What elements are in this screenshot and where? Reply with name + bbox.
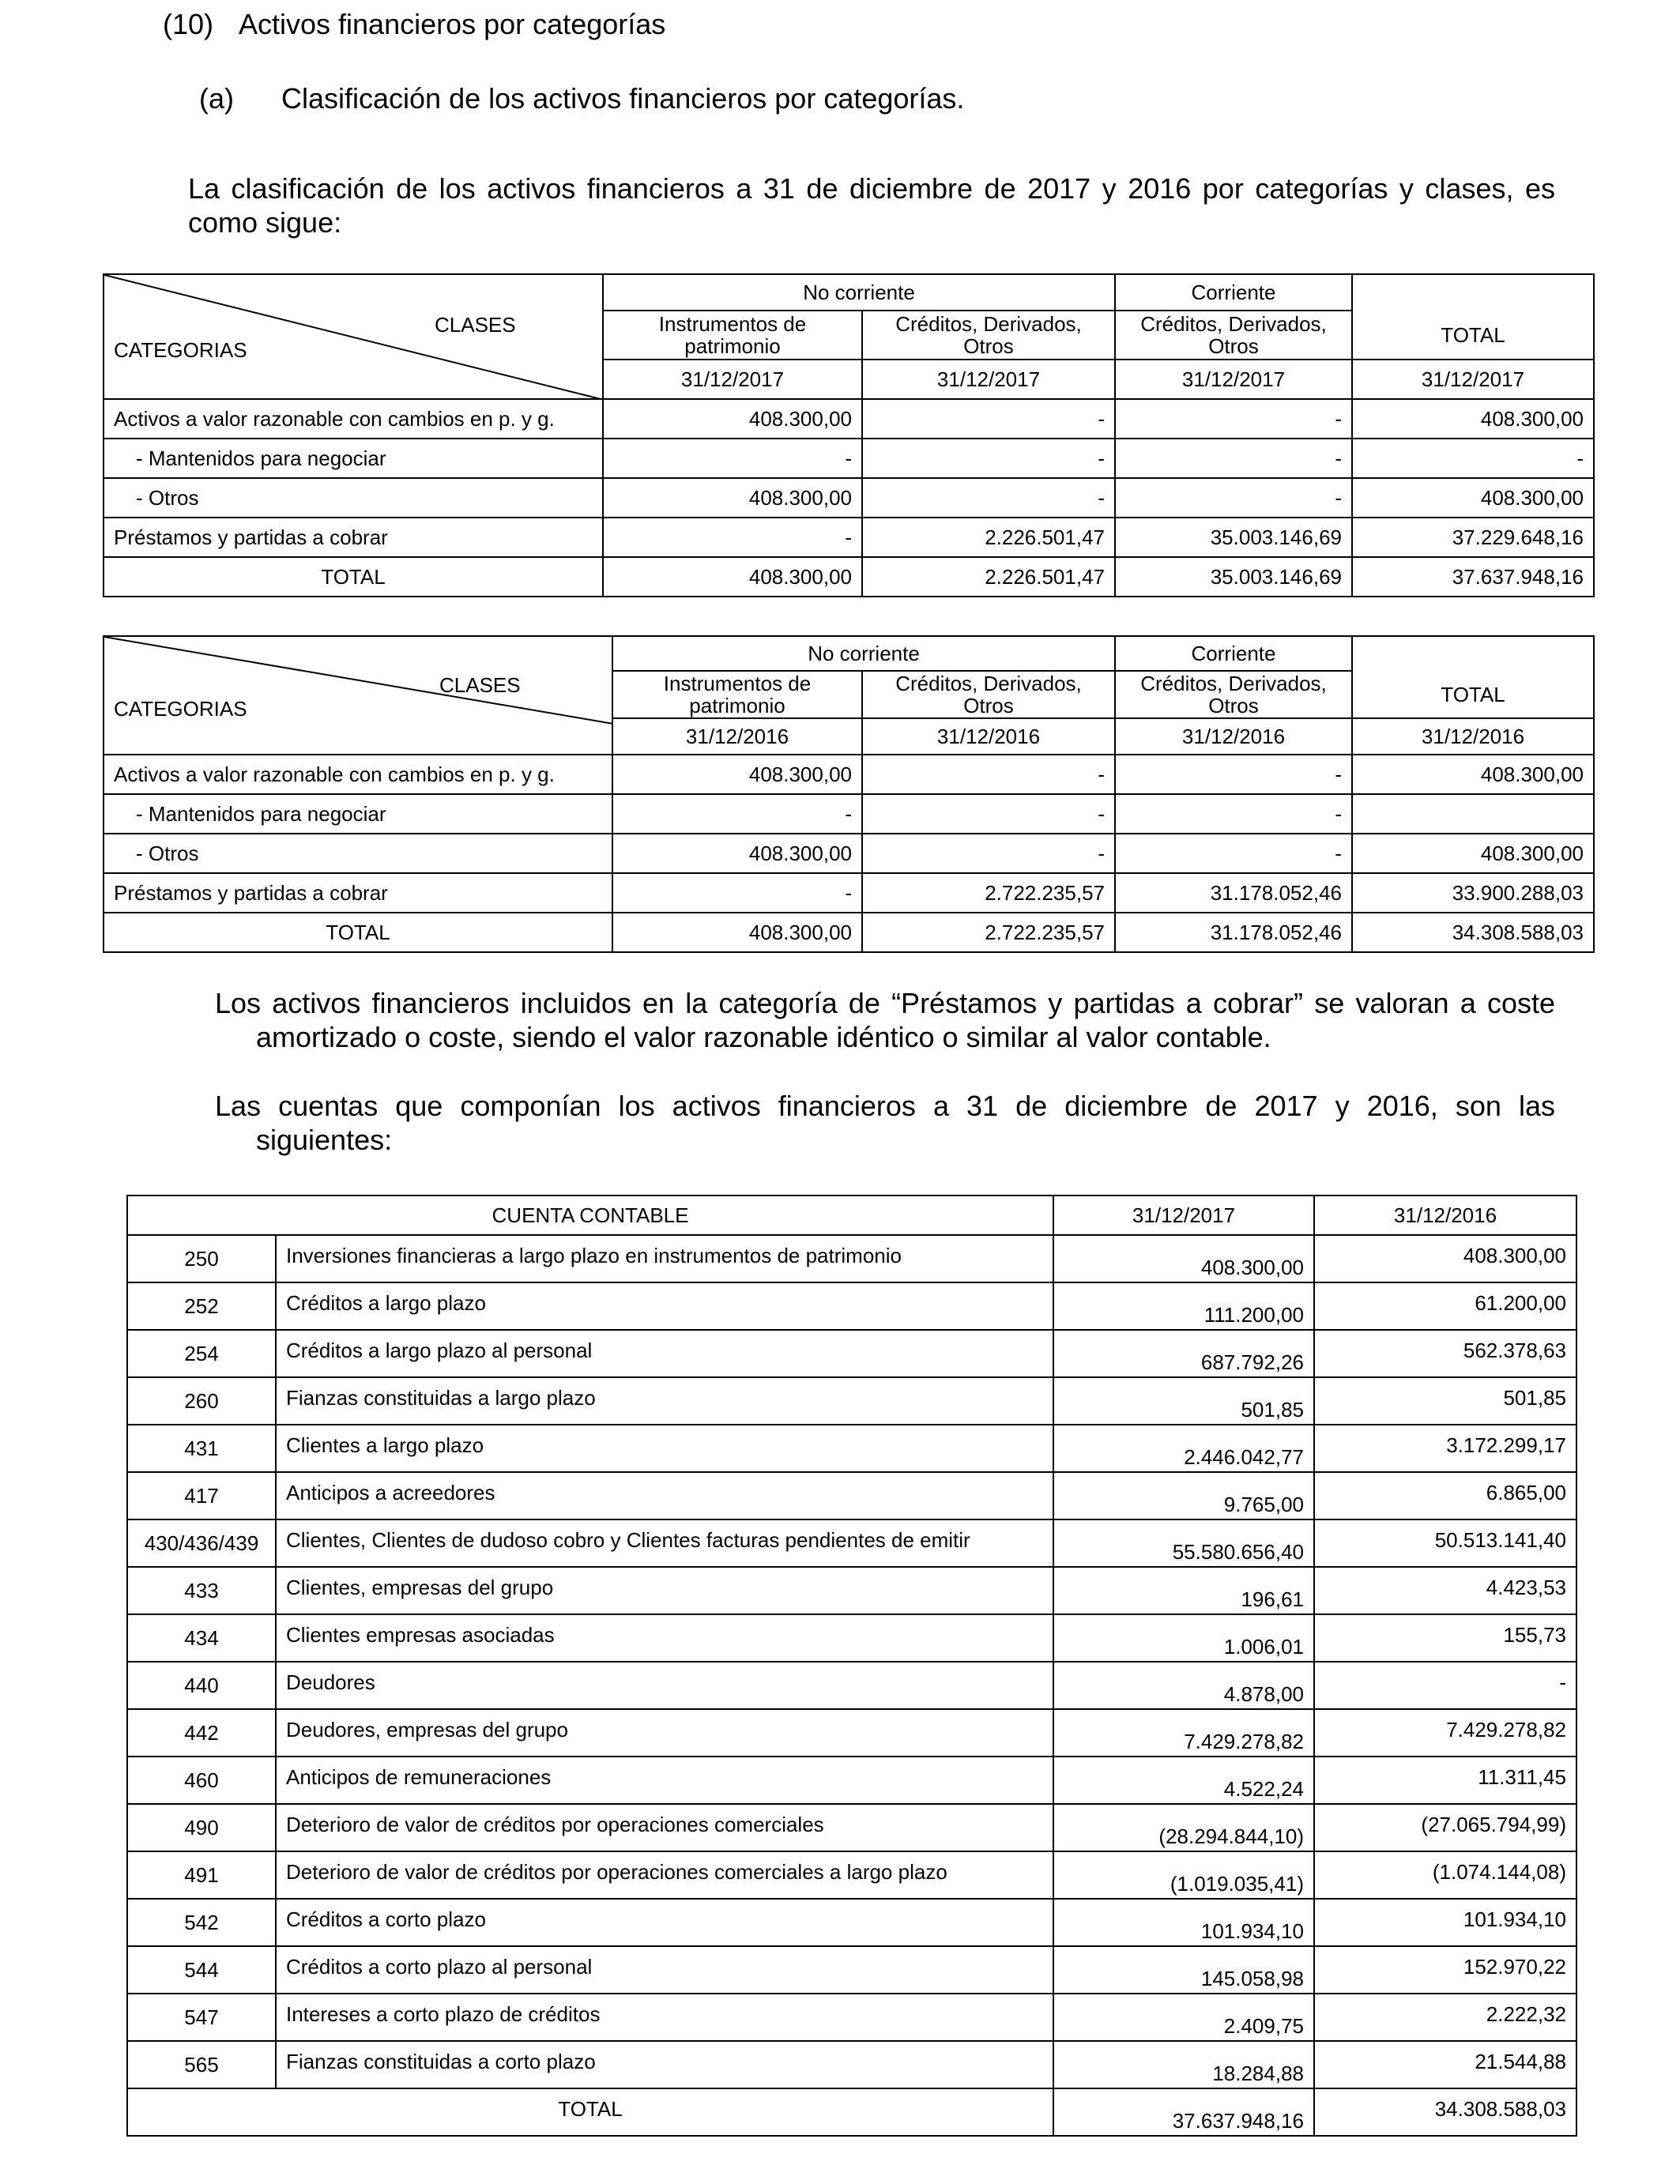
row-label: Préstamos y partidas a cobrar [104, 518, 603, 557]
cell-value: 408.300,00 [603, 399, 862, 439]
account-code: 417 [127, 1472, 276, 1519]
value-2016: 21.544,88 [1314, 2041, 1576, 2088]
row-label: - Mantenidos para negociar [104, 794, 612, 834]
cell-value: 31.178.052,46 [1115, 913, 1352, 952]
value-2017: 196,61 [1053, 1567, 1314, 1614]
table-row [127, 1709, 1576, 1757]
cell-value: - [862, 755, 1115, 794]
cell-value: - [1115, 478, 1352, 518]
value-2017: 7.429.278,82 [1053, 1709, 1314, 1757]
account-code: 440 [127, 1662, 276, 1709]
table-row [104, 834, 1594, 873]
value-2017: 4.878,00 [1053, 1662, 1314, 1709]
value-2016: 562.378,63 [1314, 1330, 1576, 1377]
cell-value: - [862, 399, 1115, 439]
table-row [127, 1519, 1576, 1567]
account-code: 565 [127, 2041, 276, 2088]
value-2017: 1.006,01 [1053, 1614, 1314, 1662]
section-title: Activos financieros por categorías [239, 8, 666, 40]
value-2016: (1.074.144,08) [1314, 1851, 1576, 1899]
section-heading [163, 8, 665, 41]
account-code: 491 [127, 1851, 276, 1899]
table-row [104, 794, 1594, 834]
account-description: Créditos a corto plazo [276, 1899, 1053, 1946]
total-2016: 34.308.588,03 [1314, 2088, 1576, 2136]
account-description: Clientes, empresas del grupo [276, 1567, 1053, 1614]
col-creditos-no-corriente: Créditos, Derivados, Otros [862, 311, 1115, 360]
table-row [127, 1472, 1576, 1519]
categories-table-2017 [103, 273, 1595, 597]
account-code: 434 [127, 1614, 276, 1662]
cell-value: - [603, 439, 862, 478]
table-row [127, 1994, 1576, 2041]
group-empty [1352, 274, 1594, 311]
account-description: Créditos a largo plazo al personal [276, 1330, 1053, 1377]
account-code: 490 [127, 1804, 276, 1851]
col-total: TOTAL [1352, 311, 1594, 360]
value-2016: (27.065.794,99) [1314, 1804, 1576, 1851]
cell-value: 408.300,00 [1352, 834, 1594, 873]
cell-value: 33.900.288,03 [1352, 873, 1594, 913]
cell-value: 35.003.146,69 [1115, 518, 1352, 557]
row-label: TOTAL [104, 913, 612, 952]
cell-value: 2.722.235,57 [862, 873, 1115, 913]
table-row [127, 1662, 1576, 1709]
cell-value: 408.300,00 [1352, 478, 1594, 518]
col-creditos-no-corriente: Créditos, Derivados, Otros [862, 671, 1115, 718]
account-code: 460 [127, 1757, 276, 1804]
account-code: 250 [127, 1235, 276, 1282]
value-2017: 2.409,75 [1053, 1994, 1314, 2041]
cell-value: 408.300,00 [1352, 399, 1594, 439]
total-label: TOTAL [127, 2088, 1053, 2136]
value-2016: 155,73 [1314, 1614, 1576, 1662]
cell-value: 31.178.052,46 [1115, 873, 1352, 913]
group-no-corriente: No corriente [612, 636, 1115, 671]
table-total-row [104, 557, 1594, 597]
value-2016: 152.970,22 [1314, 1946, 1576, 1994]
table-row [104, 873, 1594, 913]
account-description: Deudores [276, 1662, 1053, 1709]
value-2017: 101.934,10 [1053, 1899, 1314, 1946]
categorias-label: CATEGORIAS [114, 697, 247, 721]
cell-value: 408.300,00 [603, 478, 862, 518]
date-cell: 31/12/2017 [862, 360, 1115, 399]
date-cell: 31/12/2016 [1352, 718, 1594, 755]
table-row [104, 399, 1594, 439]
diagonal-header-cell [104, 274, 603, 399]
value-2016: 101.934,10 [1314, 1899, 1576, 1946]
table-row [127, 1235, 1576, 1282]
value-2017: (28.294.844,10) [1053, 1804, 1314, 1851]
row-label: - Otros [104, 834, 612, 873]
table-row [127, 1946, 1576, 1994]
value-2017: 18.284,88 [1053, 2041, 1314, 2088]
cell-value: 408.300,00 [612, 755, 862, 794]
row-label: Préstamos y partidas a cobrar [104, 873, 612, 913]
cell-value: - [862, 794, 1115, 834]
total-2017: 37.637.948,16 [1053, 2088, 1314, 2136]
account-description: Clientes empresas asociadas [276, 1614, 1053, 1662]
date-cell: 31/12/2016 [612, 718, 862, 755]
cell-value: 408.300,00 [1352, 755, 1594, 794]
account-description: Deterioro de valor de créditos por operaciones comerciales [276, 1804, 1053, 1851]
clases-label: CLASES [435, 313, 516, 337]
account-description: Clientes a largo plazo [276, 1425, 1053, 1472]
cell-value: 408.300,00 [612, 913, 862, 952]
table-row [127, 1899, 1576, 1946]
accounts-header-row [127, 1196, 1576, 1235]
table-row [127, 1757, 1576, 1804]
value-2016: 3.172.299,17 [1314, 1425, 1576, 1472]
value-2016: 408.300,00 [1314, 1235, 1576, 1282]
intro-paragraph [188, 171, 1555, 239]
cell-value: - [862, 478, 1115, 518]
row-label: - Otros [104, 478, 603, 518]
account-code: 430/436/439 [127, 1519, 276, 1567]
account-code: 547 [127, 1994, 276, 2041]
categories-table-2016 [103, 635, 1595, 953]
cell-value: 2.722.235,57 [862, 913, 1115, 952]
value-2017: 687.792,26 [1053, 1330, 1314, 1377]
value-2016: 11.311,45 [1314, 1757, 1576, 1804]
value-2017: 2.446.042,77 [1053, 1425, 1314, 1472]
value-2017: (1.019.035,41) [1053, 1851, 1314, 1899]
account-description: Créditos a largo plazo [276, 1282, 1053, 1330]
cell-value: - [1115, 794, 1352, 834]
cell-value: - [603, 518, 862, 557]
value-2017: 111.200,00 [1053, 1282, 1314, 1330]
table-total-row [104, 913, 1594, 952]
value-2017: 501,85 [1053, 1377, 1314, 1425]
cell-value: - [1115, 439, 1352, 478]
cell-value: 2.226.501,47 [862, 557, 1115, 597]
table-row [127, 1377, 1576, 1425]
table-row [127, 1425, 1576, 1472]
row-label: - Mantenidos para negociar [104, 439, 603, 478]
cell-value: 408.300,00 [603, 557, 862, 597]
date-cell: 31/12/2016 [1115, 718, 1352, 755]
value-2017: 408.300,00 [1053, 1235, 1314, 1282]
account-description: Clientes, Clientes de dudoso cobro y Clientes facturas pendientes de emitir [276, 1519, 1053, 1567]
categorias-label: CATEGORIAS [114, 338, 247, 362]
value-2016: 4.423,53 [1314, 1567, 1576, 1614]
value-2016: 6.865,00 [1314, 1472, 1576, 1519]
cuentas-paragraph [215, 1089, 1555, 1157]
cell-value: - [1115, 834, 1352, 873]
col-instrumentos: Instrumentos de patrimonio [603, 311, 862, 360]
cell-value: 37.637.948,16 [1352, 557, 1594, 597]
diagonal-line [104, 275, 603, 399]
header-2017: 31/12/2017 [1053, 1196, 1314, 1235]
valoracion-line-1: Los activos financieros incluidos en la categoría de “Préstamos y partidas a cobrar” se valoran a coste [215, 987, 1555, 1019]
table-row [127, 1330, 1576, 1377]
value-2016: 7.429.278,82 [1314, 1709, 1576, 1757]
cuentas-line-1: Las cuentas que componían los activos financieros a 31 de diciembre de 2017 y 2016, son las [215, 1090, 1555, 1122]
account-description: Intereses a corto plazo de créditos [276, 1994, 1053, 2041]
date-cell: 31/12/2017 [603, 360, 862, 399]
cell-value: - [862, 439, 1115, 478]
value-2017: 55.580.656,40 [1053, 1519, 1314, 1567]
account-code: 431 [127, 1425, 276, 1472]
account-code: 254 [127, 1330, 276, 1377]
group-corriente: Corriente [1115, 636, 1352, 671]
intro-line-2: como sigue: [188, 206, 342, 239]
cell-value: 37.229.648,16 [1352, 518, 1594, 557]
value-2017: 145.058,98 [1053, 1946, 1314, 1994]
account-description: Créditos a corto plazo al personal [276, 1946, 1053, 1994]
cuentas-line-2: siguientes: [256, 1124, 393, 1156]
cell-value: 34.308.588,03 [1352, 913, 1594, 952]
col-creditos-corriente: Créditos, Derivados, Otros [1115, 311, 1352, 360]
table-row [127, 1614, 1576, 1662]
diagonal-header-cell [104, 636, 612, 755]
group-empty [1352, 636, 1594, 671]
table-row [127, 1282, 1576, 1330]
date-cell: 31/12/2016 [862, 718, 1115, 755]
cell-value: 35.003.146,69 [1115, 557, 1352, 597]
account-description: Deterioro de valor de créditos por operaciones comerciales a largo plazo [276, 1851, 1053, 1899]
cell-value: - [612, 794, 862, 834]
value-2017: 4.522,24 [1053, 1757, 1314, 1804]
intro-line-1: La clasificación de los activos financieros a 31 de diciembre de 2017 y 2016 por categorías y clases, es [188, 172, 1555, 205]
table-row [127, 1804, 1576, 1851]
subsection-letter: (a) [199, 82, 234, 115]
value-2017: 9.765,00 [1053, 1472, 1314, 1519]
col-creditos-corriente: Créditos, Derivados, Otros [1115, 671, 1352, 718]
cell-value: - [1115, 399, 1352, 439]
row-label: Activos a valor razonable con cambios en p. y g. [104, 399, 603, 439]
account-description: Deudores, empresas del grupo [276, 1709, 1053, 1757]
value-2016: 501,85 [1314, 1377, 1576, 1425]
cell-value: 408.300,00 [612, 834, 862, 873]
value-2016: - [1314, 1662, 1576, 1709]
account-description: Fianzas constituidas a largo plazo [276, 1377, 1053, 1425]
table-row [104, 439, 1594, 478]
header-cuenta-contable: CUENTA CONTABLE [127, 1196, 1053, 1235]
accounts-table [126, 1195, 1577, 2137]
valoracion-paragraph [215, 986, 1555, 1054]
account-code: 542 [127, 1899, 276, 1946]
account-description: Fianzas constituidas a corto plazo [276, 2041, 1053, 2088]
clases-label: CLASES [439, 673, 521, 697]
cell-value: - [612, 873, 862, 913]
table-row [104, 518, 1594, 557]
table-row [127, 1567, 1576, 1614]
row-label: TOTAL [104, 557, 603, 597]
group-no-corriente: No corriente [603, 274, 1115, 311]
table-row [104, 478, 1594, 518]
table-row [127, 2041, 1576, 2088]
value-2016: 2.222,32 [1314, 1994, 1576, 2041]
valoracion-line-2: amortizado o coste, siendo el valor razonable idéntico o similar al valor contable. [256, 1021, 1271, 1053]
value-2016: 61.200,00 [1314, 1282, 1576, 1330]
account-code: 260 [127, 1377, 276, 1425]
account-description: Inversiones financieras a largo plazo en instrumentos de patrimonio [276, 1235, 1053, 1282]
section-number: (10) [163, 8, 214, 40]
subsection-title: Clasificación de los activos financieros por categorías. [281, 82, 965, 115]
cell-value [1352, 794, 1594, 834]
cell-value: - [862, 834, 1115, 873]
date-cell: 31/12/2017 [1352, 360, 1594, 399]
value-2016: 50.513.141,40 [1314, 1519, 1576, 1567]
col-instrumentos: Instrumentos de patrimonio [612, 671, 862, 718]
account-description: Anticipos a acreedores [276, 1472, 1053, 1519]
table-row [104, 755, 1594, 794]
col-total: TOTAL [1352, 671, 1594, 718]
header-2016: 31/12/2016 [1314, 1196, 1576, 1235]
group-corriente: Corriente [1115, 274, 1352, 311]
subsection-heading [199, 82, 964, 115]
account-code: 252 [127, 1282, 276, 1330]
cell-value: 2.226.501,47 [862, 518, 1115, 557]
accounts-total-row [127, 2088, 1576, 2136]
account-code: 544 [127, 1946, 276, 1994]
table-row [127, 1851, 1576, 1899]
account-code: 442 [127, 1709, 276, 1757]
date-cell: 31/12/2017 [1115, 360, 1352, 399]
cell-value: - [1115, 755, 1352, 794]
row-label: Activos a valor razonable con cambios en p. y g. [104, 755, 612, 794]
cell-value: - [1352, 439, 1594, 478]
account-description: Anticipos de remuneraciones [276, 1757, 1053, 1804]
account-code: 433 [127, 1567, 276, 1614]
